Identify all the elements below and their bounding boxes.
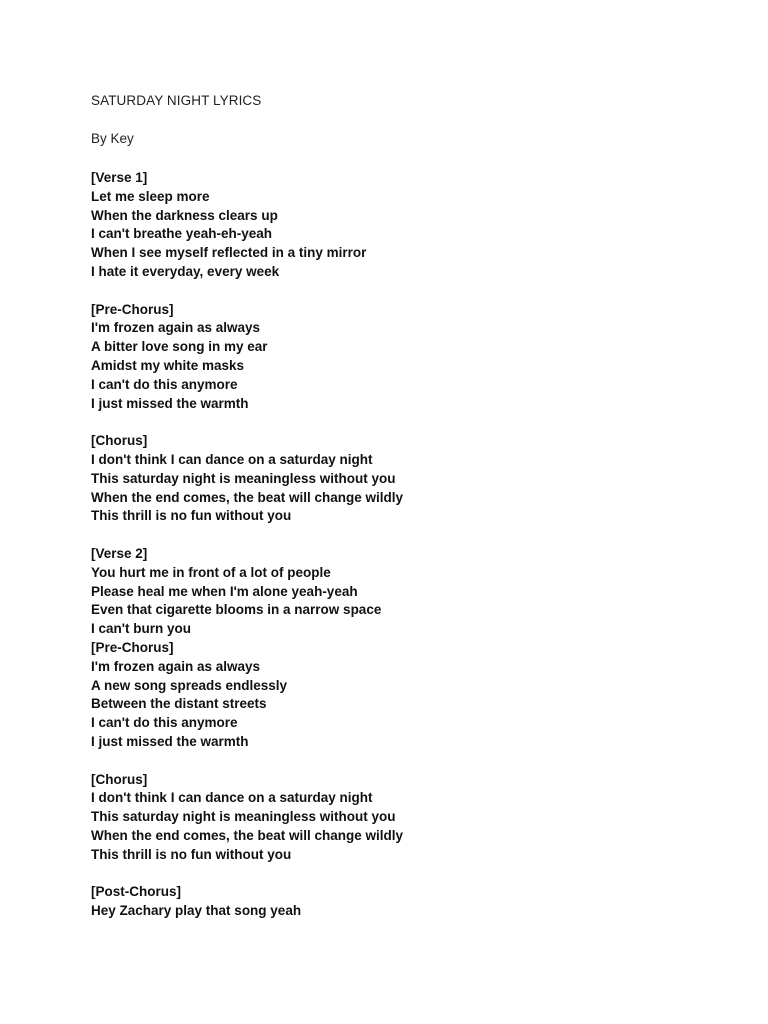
section-heading: [Verse 1]	[91, 170, 148, 185]
lyric-line: I can't do this anymore	[91, 376, 238, 392]
lyric-line: When the darkness clears up	[91, 207, 278, 223]
lyric-line: I'm frozen again as always	[91, 658, 261, 674]
lyric-line: When the end comes, the beat will change wildly	[91, 489, 404, 505]
lyric-line: This thrill is no fun without you	[91, 508, 292, 524]
blank-line	[91, 282, 691, 301]
lyric-line: I hate it everyday, every week	[91, 263, 280, 279]
lyric-line: This thrill is no fun without you	[91, 846, 292, 862]
lyric-line: I'm frozen again as always	[91, 320, 261, 336]
document-byline: By Key	[91, 131, 134, 146]
lyric-line: Between the distant streets	[91, 696, 267, 712]
section-heading: [Verse 2]	[91, 545, 148, 561]
lyric-line: Even that cigarette blooms in a narrow space	[91, 602, 382, 618]
section-heading: [Pre-Chorus]	[91, 639, 174, 655]
lyric-line: You hurt me in front of a lot of people	[91, 564, 331, 580]
lyric-line: I don't think I can dance on a saturday night	[91, 451, 373, 467]
lyric-line: Please heal me when I'm alone yeah-yeah	[91, 583, 358, 599]
document-title: SATURDAY NIGHT LYRICS	[91, 93, 262, 108]
lyric-line: This saturday night is meaningless without you	[91, 809, 396, 825]
lyric-line: I can't do this anymore	[91, 715, 238, 731]
lyric-line: This saturday night is meaningless without you	[91, 470, 396, 486]
section-heading: [Pre-Chorus]	[91, 301, 174, 317]
blank-line	[91, 752, 691, 771]
section-heading: [Chorus]	[91, 433, 148, 449]
lyrics-body	[91, 169, 691, 921]
section-heading: [Chorus]	[91, 771, 148, 787]
blank-line	[91, 526, 691, 545]
section-heading: [Post-Chorus]	[91, 884, 181, 900]
lyric-line: Hey Zachary play that song yeah	[91, 903, 302, 919]
lyric-line: I just missed the warmth	[91, 733, 249, 749]
blank-line	[91, 413, 691, 432]
lyric-line: I can't burn you	[91, 621, 191, 637]
lyric-line: Amidst my white masks	[91, 357, 245, 373]
lyric-line: Let me sleep more	[91, 188, 210, 204]
lyric-line: A bitter love song in my ear	[91, 339, 268, 355]
lyric-line: When I see myself reflected in a tiny mirror	[91, 245, 367, 261]
lyric-line: I just missed the warmth	[91, 395, 249, 411]
lyric-line: When the end comes, the beat will change wildly	[91, 827, 404, 843]
blank-line	[91, 864, 691, 883]
lyric-line: I can't breathe yeah-eh-yeah	[91, 226, 273, 242]
lyric-line: A new song spreads endlessly	[91, 677, 288, 693]
lyric-line: I don't think I can dance on a saturday night	[91, 790, 373, 806]
